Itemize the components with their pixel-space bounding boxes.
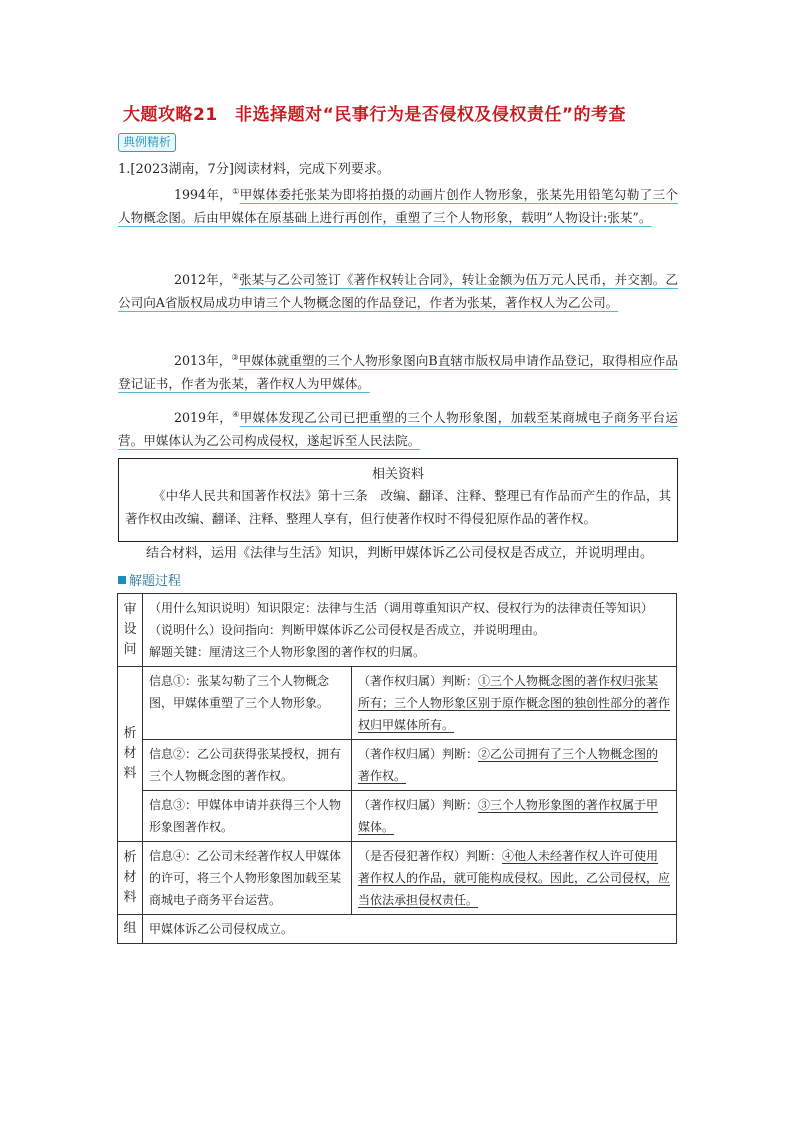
shen-line: （说明什么）设问指向：判断甲媒体诉乙公司侵权是否成立，并说明理由。 (149, 623, 546, 637)
judge-prefix: （是否侵犯著作权）判断： (358, 849, 503, 863)
info-cell: 信息③：甲媒体申请并获得三个人物形象图著作权。 (143, 791, 352, 842)
marker: ② (231, 272, 239, 281)
judge-text: ④他人未经著作权人许可使用著作权人的作品，就可能构成侵权。因此，乙公司侵权，应当依法承担侵权责任。 (358, 849, 671, 907)
row-label-xi: 析材料 (118, 667, 143, 842)
info-cell: 信息①：张某勾勒了三个人物概念图，甲媒体重塑了三个人物形象。 (143, 667, 352, 740)
judge-prefix: （著作权归属）判断： (358, 798, 479, 812)
row-label-zu: 组 (118, 915, 143, 944)
judge-cell (352, 791, 677, 842)
solution-table (117, 593, 677, 944)
table-row (118, 667, 677, 740)
resource-box (118, 458, 678, 542)
table-row (118, 915, 677, 944)
material-text: 甲媒体发现乙公司已把重塑的三个人物形象图，加载至某商城电子商务平台运营。甲媒体认为乙公司构成侵权，遂起诉至人民法院。 (118, 410, 679, 449)
table-row (118, 594, 677, 667)
row-label-shen: 审设问 (118, 594, 143, 667)
material-paragraph-4 (118, 403, 678, 452)
resource-body: 《中华人民共和国著作权法》第十三条 改编、翻译、注释、整理已有作品而产生的作品，其著作权由改编、翻译、注释、整理人享有，但行使著作权时不得侵犯原作品的著作权。 (125, 488, 671, 526)
judge-text: ②乙公司拥有了三个人物概念图的著作权。 (358, 747, 659, 783)
year-label: 1994年， (174, 187, 233, 203)
table-row (118, 740, 677, 791)
judge-cell (352, 740, 677, 791)
marker: ③ (231, 353, 239, 362)
year-label: 2019年， (174, 410, 233, 426)
info-cell: 信息④：乙公司未经著作权人甲媒体的许可，将三个人物形象图加载至某商城电子商务平台运营。 (143, 842, 352, 915)
row-label-xi-2: 析材料 (118, 842, 143, 915)
shen-line: （用什么知识说明）知识限定：法律与生活（调用尊重知识产权、侵权行为的法律责任等知识） (149, 601, 654, 615)
section-badge: 典例精析 (118, 133, 176, 152)
square-bullet-icon (118, 576, 126, 584)
judge-text: ③三个人物形象图的著作权属于甲媒体。 (358, 798, 659, 834)
marker: ④ (232, 410, 240, 419)
table-row (118, 842, 677, 915)
shen-cell (143, 594, 677, 667)
marker: ① (232, 187, 240, 196)
year-label: 2012年， (174, 272, 232, 288)
judge-text: ①三个人物概念图的著作权归张某所有；三个人物形象区别于原作概念图的独创性部分的著作权归甲媒体所有。 (358, 674, 671, 732)
material-text: 张某与乙公司签订《著作权转让合同》，转让金额为伍万元人民币，并交割。乙公司向A省版权局成功申请三个人物概念图的作品登记，作者为张某，著作权人为乙公司。 (118, 272, 678, 311)
process-heading (118, 570, 181, 589)
judge-cell (352, 667, 677, 740)
info-cell: 信息②：乙公司获得张某授权，拥有三个人物概念图的著作权。 (143, 740, 352, 791)
process-label: 解题过程 (129, 574, 182, 589)
resource-title: 相关资料 (371, 467, 424, 482)
material-paragraph-1 (118, 180, 678, 229)
zu-cell: 甲媒体诉乙公司侵权成立。 (143, 915, 677, 944)
page-title: 大题攻略21 非选择题对“民事行为是否侵权及侵权责任”的考查 (123, 105, 627, 125)
material-text: 甲媒体就重塑的三个人物形象图向B直辖市版权局申请作品登记，取得相应作品登记证书，作者为张某，著作权人为甲媒体。 (118, 353, 678, 392)
judge-prefix: （著作权归属）判断： (358, 674, 479, 688)
judge-prefix: （著作权归属）判断： (358, 747, 479, 761)
table-row (118, 791, 677, 842)
year-label: 2013年， (174, 353, 232, 369)
judge-cell (352, 842, 677, 915)
shen-line: 解题关键：厘清这三个人物形象图的著作权的归属。 (149, 645, 426, 659)
material-paragraph-3 (118, 346, 678, 395)
question-stem: 1.[2023湖南，7分]阅读材料，完成下列要求。 (118, 162, 390, 177)
material-paragraph-2 (118, 265, 678, 314)
task-prompt: 结合材料，运用《法律与生活》知识，判断甲媒体诉乙公司侵权是否成立，并说明理由。 (146, 546, 654, 561)
material-text: 甲媒体委托张某为即将拍摄的动画片创作人物形象，张某先用铅笔勾勒了三个人物概念图。后由甲媒体在原基础上进行再创作，重塑了三个人物形象，载明“人物设计:张某”。 (118, 187, 679, 226)
